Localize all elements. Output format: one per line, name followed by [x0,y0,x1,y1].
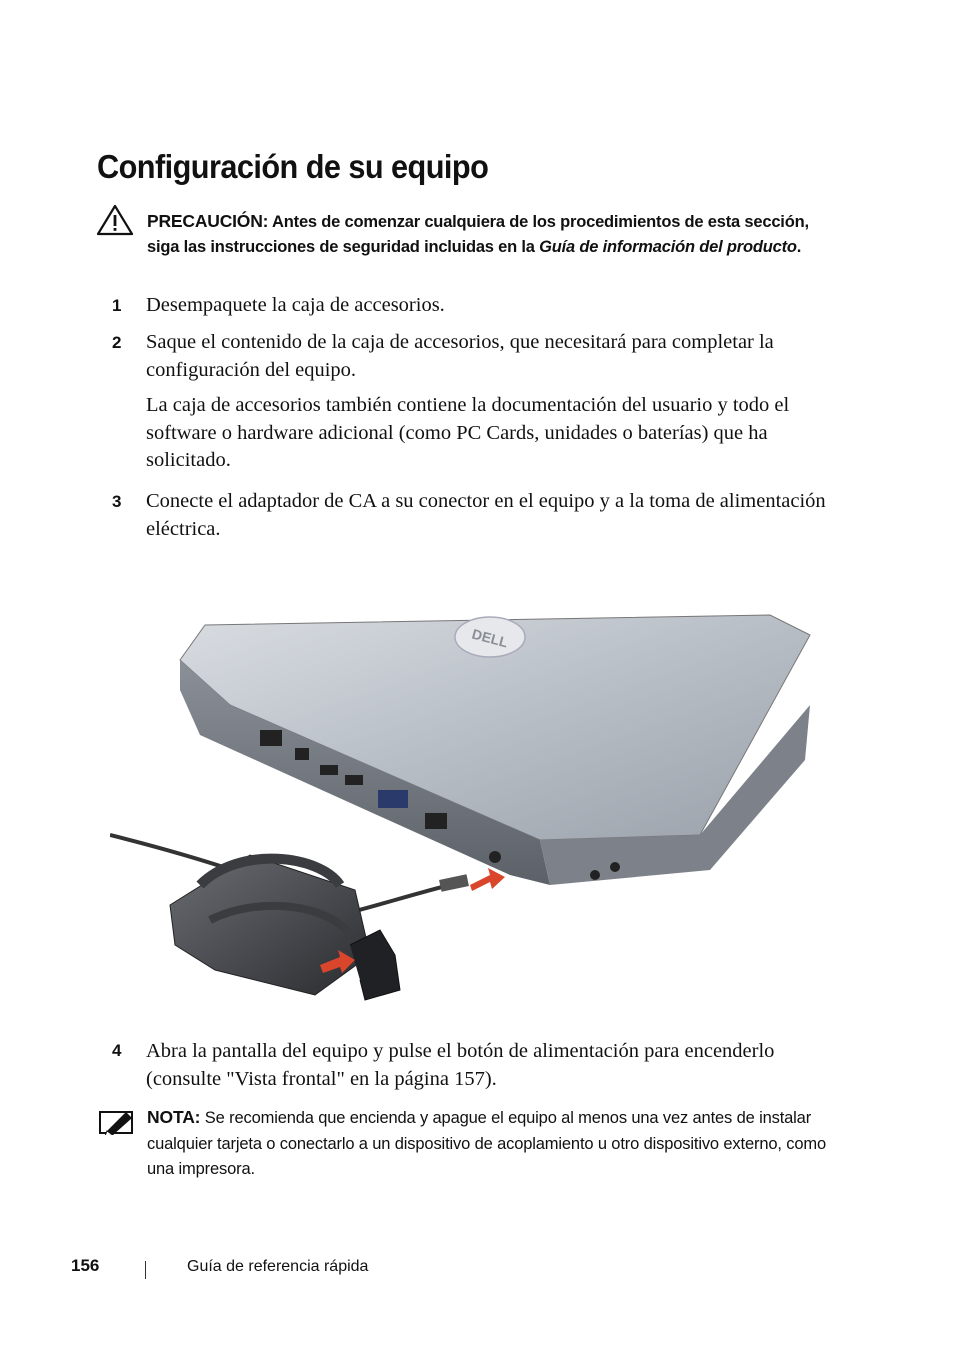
step-text: Desempaquete la caja de accesorios. [146,294,445,316]
step-text: Abra la pantalla del equipo y pulse el botón de alimentación para encenderlo (consulte "Vista frontal" en la página 157). [146,1040,775,1090]
caution-end: . [796,237,802,256]
dell-logo: DELL [470,625,510,651]
pencil-note-icon [99,1109,135,1135]
caution-block [147,209,837,259]
step-text: Conecte el adaptador de CA a su conector en el equipo y a la toma de alimentación eléctrica. [146,490,826,540]
step-paragraph: La caja de accesorios también contiene la documentación del usuario y todo el software o hardware adicional (como PC Cards, unidades o baterías) que ha solicitado. [146,394,790,471]
warning-triangle-icon [96,204,134,236]
step-text: Saque el contenido de la caja de accesorios, que necesitará para completar la configuración del equipo. [146,331,774,381]
step-number: 2 [112,333,122,352]
footer-divider [145,1261,146,1279]
caution-text: Antes de comenzar cualquiera de los procedimientos de esta sección, siga las instrucciones de seguridad incluidas en la [147,213,809,256]
footer-title: Guía de referencia rápida [187,1258,369,1275]
caution-guide-title: Guía de información del producto [539,237,797,256]
page-number: 156 [71,1256,100,1275]
note-text: Se recomienda que encienda y apague el equipo al menos una vez antes de instalar cualquier tarjeta o conectarlo a un dispositivo de acoplamiento u otro dispositivo externo, como una impresora. [147,1109,826,1178]
step-number: 3 [112,492,122,511]
note-label: NOTA: [147,1107,201,1127]
step-number: 4 [112,1041,122,1060]
step-number: 1 [112,296,122,315]
laptop-power-adapter-illustration [110,585,820,1025]
page-title: Configuración de su equipo [97,148,489,185]
note-block [147,1105,837,1183]
caution-label: PRECAUCIÓN: [147,211,269,231]
